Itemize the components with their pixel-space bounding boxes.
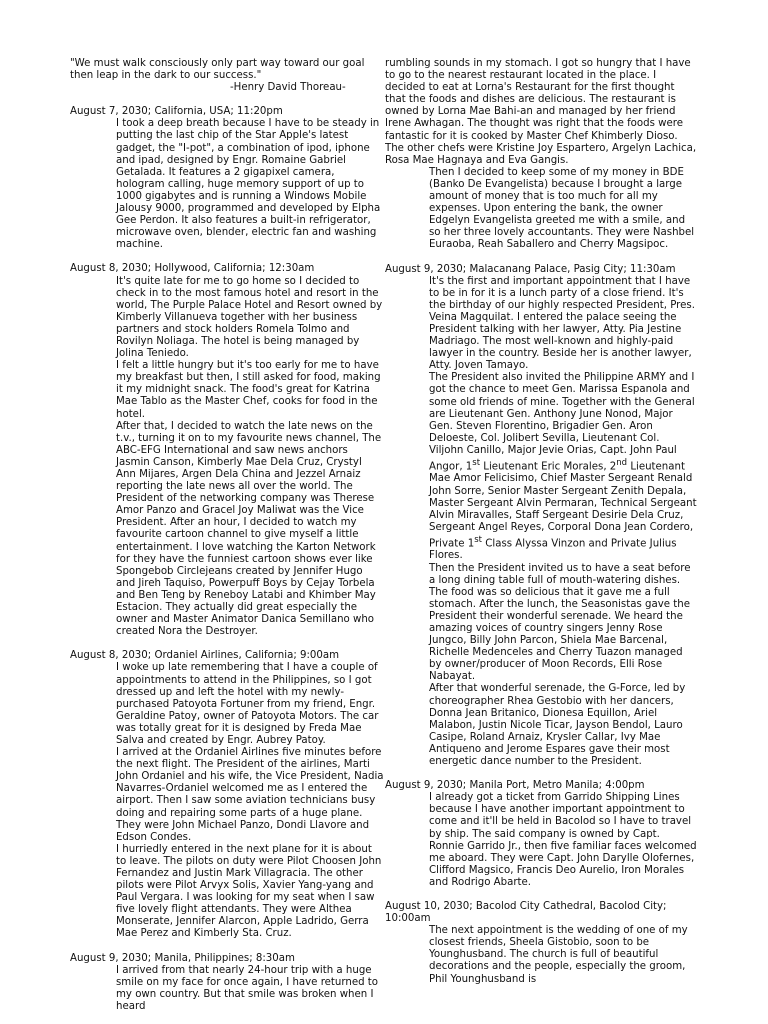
right-column (385, 58, 697, 1024)
entry-paragraph: After that, I decided to watch the late news on the t.v., turning it on to my favourite news channel, The ABC-EFG International and saw news anchors Jasmin Canson, Kimberly Mae Dela Cruz, Crystyl Ann Mijares, Argen Dela China and Jezzel Arnaiz reporting the late news all over the world. The President of the networking company was Therese Amor Panzo and Gracel Joy Maliwat was the Vice President. After an hour, I decided to watch my favourite cartoon channel to give myself a little entertainment. I love watching the Karton Network for they have the funniest cartoon shows ever like Spongebob Circlejeans created by Jennifer Hugo and Jireh Taquiso, Powerpuff Boys by Cejay Torbela and Ben Teng by Reneboy Latabi and Khimber May Estacion. They actually did great especially the owner and Master Animator Danica Semillano who created Nora the Destroyer. (116, 420, 382, 638)
entry-paragraph: The next appointment is the wedding of one of my closest friends, Sheela Gistobio, soon to be Younghusband. The church is full of beautiful decorations and the people, especially the groom, Phil Younghusband is (429, 925, 688, 985)
entry-paragraph: Then the President invited us to have a seat before a long dining table full of mouth-watering dishes. The food was so delicious that it gave me a full stomach. After the lunch, the Seasonistas gave the President their wonderful serenade. We heard the amazing voices of country singers Jenny Rose Jungco, Billy John Parcon, Shiela Mae Barcenal, Richelle Medenceles and Cherry Tuazon managed by owner/producer of Moon Records, Elli Rose Nabayat. (429, 562, 691, 683)
epigraph-author: -Henry David Thoreau- (230, 82, 346, 94)
entry-paragraph: I arrived from that nearly 24-hour trip with a huge smile on my face for once again, I have returned to my own country. But that smile was broken when I heard (116, 964, 379, 1012)
entry-paragraph: rumbling sounds in my stomach. I got so hungry that I have to go to the nearest restaurant located in the place. I decided to eat at Lorna's Restaurant for the first thought that the foods and dishes are delicious. The restaurant is owned by Lorna Mae Bahi-an and managed by her friend Irene Awhagan. The thought was right that the foods were fantastic for it is cooked by Master Chef Khimberly Dioso. The other chefs were Kristine Joy Espartero, Argelyn Lachica, Rosa Mae Hagnaya and Eva Gangis. (385, 58, 697, 166)
entry-paragraph: I felt a little hungry but it's too early for me to have my breakfast but then, I still asked for food, making it my midnight snack. The food's great for Katrina Mae Tablo as the Master Chef, cooks for food in the hotel. (116, 360, 381, 420)
entry-paragraph: It's the first and important appointment that I have to be in for it is a lunch party of a close friend. It's the birthday of our highly respected President, Pres. Veina Magquilat. I entered the palace seeing the President talking with her lawyer, Atty. Pia Jestine Madriago. The most well-known and highly-paid lawyer in the country. Beside her is another lawyer, Atty. Joven Tamayo. (429, 275, 695, 372)
army-text-b: Lieutenant Eric Morales, 2 (480, 461, 617, 473)
entry-heading: August 10, 2030; Bacolod City Cathedral, Bacolod City; 10:00am (385, 900, 667, 925)
ordinal-nd: nd (616, 458, 628, 468)
army-text-d: Class Alyssa Vinzon and Private Julius Flores. (429, 538, 677, 562)
ordinal-st-2: st (474, 534, 483, 545)
entry-paragraph: It's quite late for me to go home so I decided to check in to the most famous hotel and resort in the world, The Purple Palace Hotel and Resort owned by Kimberly Villanueva together with her business partners and stock holders Romela Tolmo and Rovilyn Noliaga. The hotel is being managed by Jolina Teniedo. (116, 275, 383, 360)
entry-paragraph: I already got a ticket from Garrido Shipping Lines because I have another important appointment to come and it'll be held in Bacolod so I have to travel by ship. The said company is owned by Capt. Ronnie Garrido Jr., then five familiar faces welcomed me aboard. They were Capt. John Darylle Olofernes, Clifford Magsico, Francis Deo Aurelio, Iron Morales and Rodrigo Abarte. (429, 792, 697, 888)
epigraph-quote: "We must walk consciously only part way toward our goal then leap in the dark to our success." (70, 58, 365, 82)
entry-paragraph: Then I decided to keep some of my money in BDE (Banko De Evangelista) because I brought a large amount of money that is too much for all my expenses. Upon entering the bank, the owner Edgelyn Evangelista greeted me with a smile, and so her three lovely accountants. They were Nashbel Euraoba, Reah Saballero and Cherry Magsipoc. (429, 166, 695, 251)
ordinal-st: st (472, 458, 481, 468)
entry-heading: August 9, 2030; Manila, Philippines; 8:30am (70, 952, 295, 964)
entry-paragraph: I arrived at the Ordaniel Airlines five minutes before the next flight. The President of the airlines, Marti John Ordaniel and his wife, the Vice President, Nadia Navarres-Ordaniel welcomed me as I entered the airport. Then I saw some aviation technicians busy doing and repairing some parts of a huge plane. They were John Michael Panzo, Dondi Llavore and Edson Condes. (116, 747, 384, 843)
entry-paragraph: I woke up late remembering that I have a couple of appointments to attend in the Philippines, so I got dressed up and left the hotel with my newly-purchased Patoyota Fortuner from my friend, Engr. Geraldine Patoy, owner of Patoyota Motors. The car was totally great for it is designed by Freda Mae Salva and created by Engr. Aubrey Patoy. (116, 662, 379, 746)
entry-paragraph: I hurriedly entered in the next plane for it is about to leave. The pilots on duty were Pilot Choosen John Fernandez and Justin Mark Villagracia. The other pilots were Pilot Arvyx Solis, Xavier Yang-yang and Paul Vergara. I was looking for my seat when I saw five lovely flight attendants. They were Althea Monserate, Jennifer Alarcon, Apple Ladrido, Gerra Mae Perez and Kimberly Sta. Cruz. (116, 843, 382, 940)
entry-heading: August 8, 2030; Hollywood, California; 12:30am (70, 263, 315, 275)
entry-heading: August 9, 2030; Manila Port, Metro Manila; 4:00pm (385, 780, 645, 792)
entry-heading: August 9, 2030; Malacanang Palace, Pasig City; 11:30am (385, 263, 676, 275)
left-column (70, 58, 384, 1024)
entry-paragraph: I took a deep breath because I have to be steady in putting the last chip of the Star Apple's latest gadget, the "I-pot", a combination of ipod, iphone and ipad, designed by Engr. Romaine Gabriel Getalada. It features a 2 gigapixel camera, hologram calling, huge memory support of up to 1000 gigabytes and is running a Windows Mobile Jalousy 9000, programmed and developed by Elpha Gee Perdon. It also features a built-in refrigerator, microwave oven, blender, electric fan and washing machine. (116, 118, 381, 251)
entry-heading: August 7, 2030; California, USA; 11:20pm (70, 106, 283, 118)
entry-paragraph: After that wonderful serenade, the G-Force, led by choreographer Rhea Gestobio with her dancers, Donna Jean Britanico, Dionesa Equillon, Ariel Malabon, Justin Nicole Ticar, Jayson Bendol, Lauro Casipe, Roland Arnaiz, Krysler Callar, Ivy Mae Antiqueno and Jerome Espares gave their most energetic dance number to the President. (429, 683, 686, 768)
entry-heading: August 8, 2030; Ordaniel Airlines, California; 9:00am (70, 650, 340, 662)
entry-paragraph-army (385, 372, 697, 562)
army-text-a: The President also invited the Philippine ARMY and I got the chance to meet Gen. Marissa Espanola and some old friends of mine. Together with the General are Lieutenant Gen. Anthony June Nonod, Major Gen. Steven Florentino, Brigadier Gen. Aron Deloeste, Col. Jolibert Sevilla, Lieutenant Col. Viljohn Canillo, Major Jevie Orias, Capt. John Paul Angor, 1 (429, 372, 695, 473)
army-text-c: Lieutenant Mae Amor Felicisimo, Chief Master Sergeant Renald John Sorre, Senior Master Sergeant Zenith Depala, Master Sergeant Alvin Permaran, Technical Sergeant Alvin Miravalles, Staff Sergeant Desirie Dela Cruz, Sergeant Angel Reyes, Corporal Dona Jean Cordero, Private 1 (429, 461, 697, 550)
